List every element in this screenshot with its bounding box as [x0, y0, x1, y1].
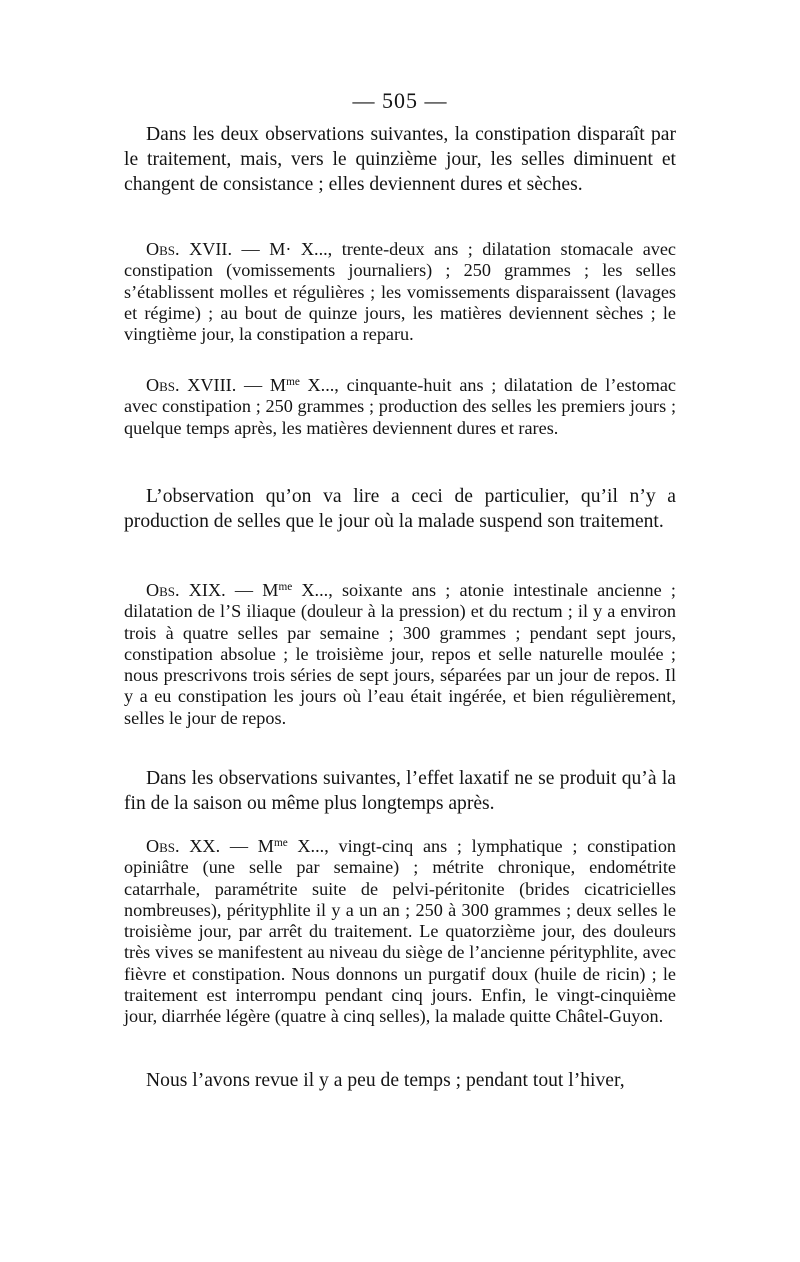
observation-text: soixante ans ; atonie intestinale ancienne ; dilatation de l’S iliaque (douleur à la pression) et du rectum ; il y a environ trois à quatre selles par semaine ; 300 grammes ; pendant sept jours, constipation absolue ; le troisième jour, repos et selle naturelle moulée ; nous prescrivons trois séries de sept jours, séparées par un jour de repos. Il y a eu constipation les jours où l’eau était ingérée, et bien régulièrement, selles le jour de repos.: [124, 580, 676, 728]
observation-label: Obs. XIX.: [146, 580, 226, 600]
observation-xx: [124, 836, 676, 1028]
paragraph-follow-up: [124, 1068, 676, 1093]
observation-text: cinquante-huit ans ; dilatation de l’estomac avec constipation ; 250 grammes ; production des selles les premiers jours ; quelque temps après, les matières deviennent dures et rares.: [124, 375, 676, 438]
paragraph-text: Nous l’avons revue il y a peu de temps ; pendant tout l’hiver,: [146, 1070, 625, 1091]
observation-xvii: [124, 239, 676, 345]
patient-subject: X...,: [292, 580, 333, 600]
observation-text: vingt-cinq ans ; lymphatique ; constipation opiniâtre (une selle par semaine) ; métrite chronique, endométrite catarrhale, paramétrite suite de pelvi-péritonite (brides cicatricielles nombreuses), pérityphlite il y a un an ; 250 à 300 grammes ; deux selles le troisième jour, par arrêt du traitement. Le quatorzième jour, des douleurs très vives se manifestent au niveau du siège de l’ancienne pérityphlite, avec fièvre et constipation. Nous donnons un purgatif doux (huile de ricin) ; le traitement est interrompu pendant cinq jours. Enfin, le vingt-cinquième jour, diarrhée légère (quatre à cinq selles), la malade quitte Châtel-Guyon.: [124, 836, 677, 1027]
paragraph-laxative-effect: [124, 766, 676, 816]
patient-subject: X...,: [287, 836, 329, 856]
dash: —: [225, 580, 263, 600]
observation-label: Obs. XVII.: [146, 239, 233, 259]
patient-subject: X...,: [299, 375, 339, 395]
paragraph-text: Dans les observations suivantes, l’effet laxatif ne se produit qu’à la fin de la saison ou même plus longtemps après.: [124, 768, 676, 814]
patient-title: M: [257, 836, 274, 856]
observation-label: Obs. XVIII.: [146, 375, 237, 395]
patient-title: M: [262, 580, 279, 600]
paragraph-text: L’observation qu’on va lire a ceci de particulier, qu’il n’y a production de selles que le jour où la malade suspend son traitement.: [124, 486, 676, 532]
paragraph-text: Dans les deux observations suivantes, la constipation disparaît par le traitement, mais, vers le quinzième jour, les selles diminuent et changent de consistance ; elles deviennent dures et sèches.: [124, 124, 676, 195]
dash: —: [232, 239, 270, 259]
page-number: — 505 —: [352, 88, 448, 113]
observation-label: Obs. XX.: [146, 836, 221, 856]
observation-xviii: [124, 375, 676, 439]
patient-subject: M· X...,: [269, 239, 333, 259]
patient-title-superscript: me: [273, 836, 288, 849]
paragraph-particular: [124, 484, 676, 534]
patient-title: M: [269, 375, 287, 395]
patient-title-superscript: me: [278, 580, 293, 593]
observation-text: trente-deux ans ; dilatation stomacale avec constipation (vomissements journaliers) ; 250 grammes ; les selles s’établissent molles et régulières ; les vomissements disparaissent (lavages et régime) ; au bout de quinze jours, les matières deviennent sèches ; le vingtième jour, la constipation a reparu.: [124, 239, 677, 345]
patient-title-superscript: me: [286, 375, 300, 388]
dash: —: [220, 836, 258, 856]
paragraph-intro: [124, 122, 676, 197]
observation-xix: [124, 580, 676, 729]
dash: —: [236, 375, 270, 395]
